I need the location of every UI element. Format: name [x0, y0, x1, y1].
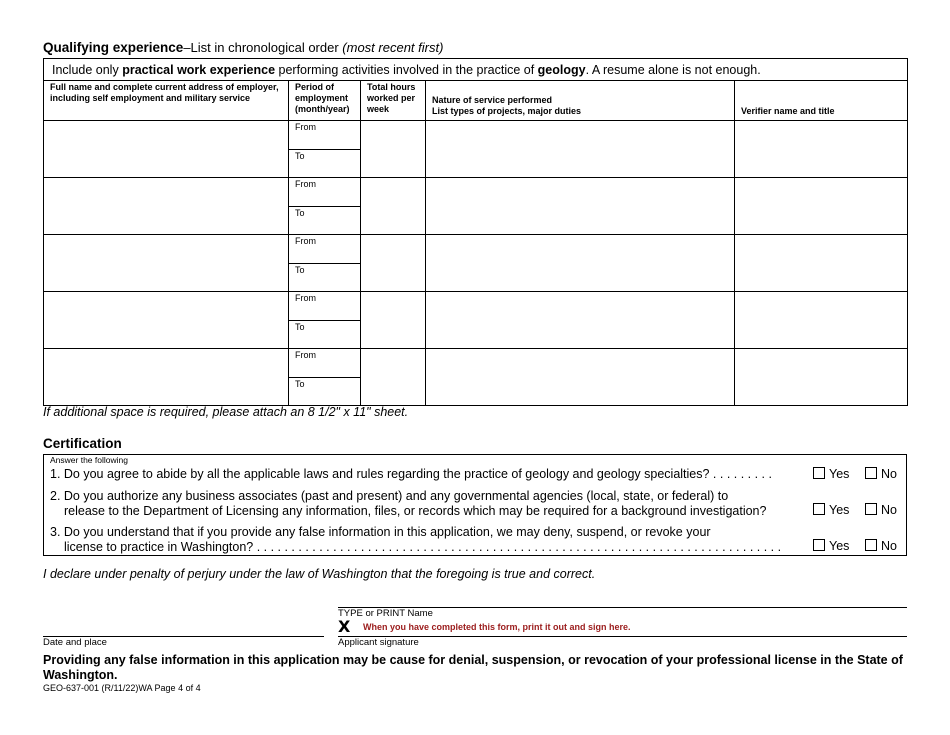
period-cell [289, 178, 361, 235]
yes-label: Yes [829, 539, 850, 553]
nature-field[interactable] [426, 292, 735, 349]
checkbox-icon[interactable] [813, 467, 825, 479]
from-label: From [295, 122, 316, 132]
experience-table [43, 58, 908, 406]
period-cell [289, 292, 361, 349]
experience-row [44, 235, 908, 292]
form-number: GEO-637-001 (R/11/22)WA Page 4 of 4 [43, 683, 201, 693]
hours-field[interactable] [361, 235, 426, 292]
period-cell [289, 349, 361, 406]
to-label: To [295, 265, 305, 275]
hours-field[interactable] [361, 121, 426, 178]
question-1-text: 1. Do you agree to abide by all the applicable laws and rules regarding the practice of geology and geology specialties? . . . . . . . . . [50, 467, 772, 481]
intro-text-3: . A resume alone is not enough. [585, 63, 761, 77]
experience-row [44, 349, 908, 406]
intro-bold-practical: practical work experience [122, 63, 276, 77]
verifier-field[interactable] [735, 349, 908, 406]
signature-line[interactable] [338, 636, 907, 637]
no-label: No [881, 539, 897, 553]
section-subtitle: –List in chronological order [183, 40, 343, 55]
checkbox-icon[interactable] [865, 503, 877, 515]
employer-field[interactable] [44, 349, 289, 406]
from-field[interactable] [289, 121, 360, 150]
certification-box [43, 454, 907, 556]
question-2-yes[interactable] [813, 503, 849, 517]
additional-space-note: If additional space is required, please attach an 8 1/2" x 11" sheet. [43, 405, 409, 419]
checkbox-icon[interactable] [813, 503, 825, 515]
to-label: To [295, 379, 305, 389]
intro-text-2: performing activities involved in the practice of [275, 63, 538, 77]
to-field[interactable] [289, 264, 360, 291]
question-2-no[interactable] [865, 503, 897, 517]
from-field[interactable] [289, 292, 360, 321]
section-title: Qualifying experience [43, 40, 184, 55]
verifier-field[interactable] [735, 235, 908, 292]
experience-row [44, 292, 908, 349]
intro-bold-geology: geology [537, 63, 586, 77]
experience-row [44, 178, 908, 235]
yes-label: Yes [829, 503, 850, 517]
question-2 [50, 489, 820, 518]
answer-label: Answer the following [50, 455, 128, 465]
hours-field[interactable] [361, 178, 426, 235]
from-field[interactable] [289, 178, 360, 207]
experience-intro [44, 59, 908, 81]
intro-text: Include only [52, 63, 123, 77]
to-field[interactable] [289, 378, 360, 405]
verifier-field[interactable] [735, 121, 908, 178]
employer-field[interactable] [44, 235, 289, 292]
no-label: No [881, 503, 897, 517]
question-3-no[interactable] [865, 539, 897, 553]
from-label: From [295, 236, 316, 246]
col-header-employer: Full name and complete current address of employer, including self employment and military service [44, 81, 289, 121]
to-field[interactable] [289, 321, 360, 348]
experience-row [44, 121, 908, 178]
question-3-line-2: license to practice in Washington? . . . . . . . . . . . . . . . . . . . . . . . . . . . . . . . . . . . . . . . . . . . . . . . . . . . . . . . . . . . . . . . . . . . . . . . . . . . . [64, 539, 782, 554]
question-1-yes[interactable] [813, 467, 849, 481]
from-label: From [295, 293, 316, 303]
nature-field[interactable] [426, 178, 735, 235]
question-2-line-1: 2. Do you authorize any business associates (past and present) and any governmental agencies (local, state, or federal) to [50, 489, 729, 503]
hours-field[interactable] [361, 292, 426, 349]
verifier-field[interactable] [735, 178, 908, 235]
question-1-no[interactable] [865, 467, 897, 481]
from-label: From [295, 350, 316, 360]
no-label: No [881, 467, 897, 481]
period-cell [289, 235, 361, 292]
col-header-verifier: Verifier name and title [735, 81, 908, 121]
to-label: To [295, 322, 305, 332]
applicant-signature-label: Applicant signature [338, 637, 419, 648]
col-header-hours: Total hours worked per week [361, 81, 426, 121]
sign-here-note: When you have completed this form, print it out and sign here. [363, 622, 631, 632]
from-field[interactable] [289, 349, 360, 378]
hours-field[interactable] [361, 349, 426, 406]
from-label: From [295, 179, 316, 189]
question-1 [50, 467, 820, 482]
checkbox-icon[interactable] [865, 467, 877, 479]
certification-title: Certification [43, 436, 122, 451]
to-field[interactable] [289, 207, 360, 234]
yes-label: Yes [829, 467, 850, 481]
from-field[interactable] [289, 235, 360, 264]
question-3-line-1: 3. Do you understand that if you provide any false information in this application, we may deny, suspend, or revoke your [50, 525, 711, 539]
to-label: To [295, 208, 305, 218]
col-header-period: Period of employment (month/year) [289, 81, 361, 121]
nature-field[interactable] [426, 121, 735, 178]
question-3 [50, 525, 818, 554]
period-cell [289, 121, 361, 178]
signature-x-mark: X [338, 617, 351, 636]
date-place-label: Date and place [43, 637, 107, 648]
section-subtitle-italic: (most recent first) [342, 40, 444, 55]
qualifying-experience-heading [43, 40, 443, 55]
to-label: To [295, 151, 305, 161]
employer-field[interactable] [44, 178, 289, 235]
to-field[interactable] [289, 150, 360, 177]
type-print-name-label: TYPE or PRINT Name [338, 608, 433, 619]
employer-field[interactable] [44, 292, 289, 349]
col-header-nature: Nature of service performed List types of projects, major duties [426, 81, 735, 121]
perjury-declaration: I declare under penalty of perjury under the law of Washington that the foregoing is true and correct. [43, 567, 596, 581]
question-3-yes[interactable] [813, 539, 849, 553]
checkbox-icon[interactable] [813, 539, 825, 551]
false-info-warning: Providing any false information in this application may be cause for denial, suspension, or revocation of your professional license in the State of Washington. [43, 653, 903, 682]
nature-field[interactable] [426, 235, 735, 292]
checkbox-icon[interactable] [865, 539, 877, 551]
verifier-field[interactable] [735, 292, 908, 349]
question-2-line-2: release to the Department of Licensing any information, files, or records which may be required for a background investigation? [64, 503, 767, 518]
nature-field[interactable] [426, 349, 735, 406]
employer-field[interactable] [44, 121, 289, 178]
